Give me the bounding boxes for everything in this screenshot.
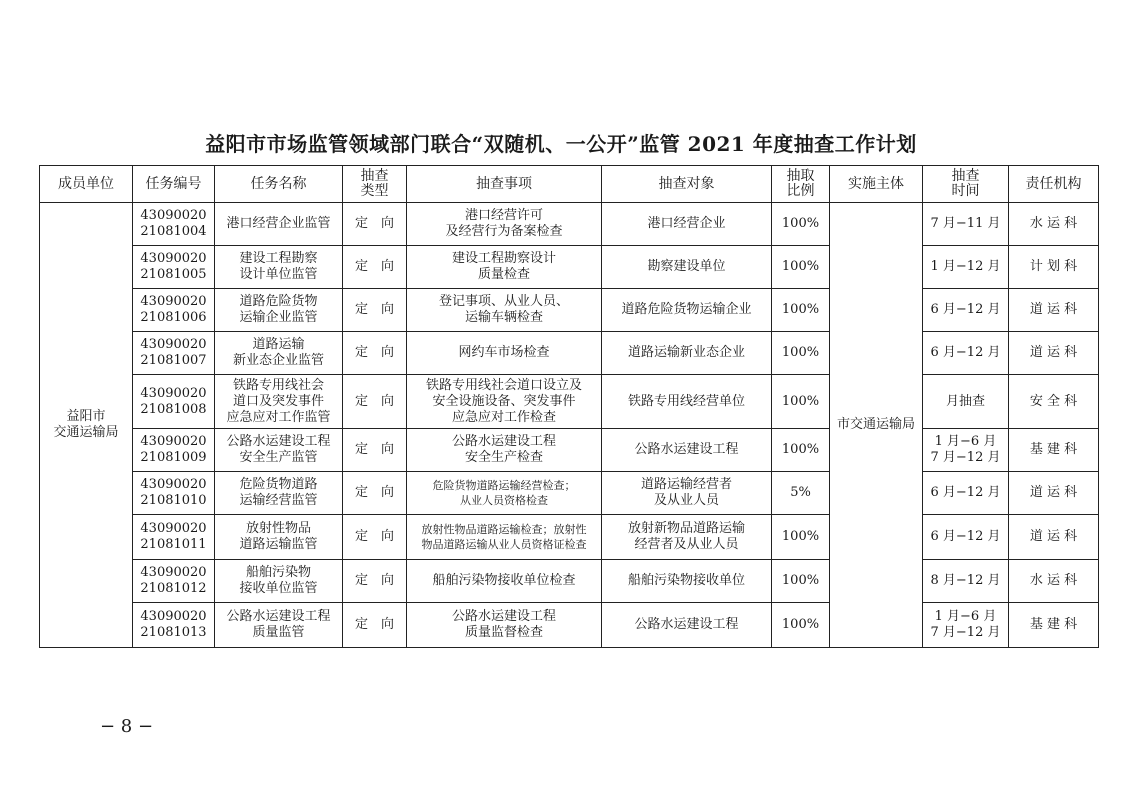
check-target-cell: 公路水运建设工程 (602, 603, 772, 648)
check-type-cell: 定 向 (343, 429, 407, 472)
responsible-cell: 道 运 科 (1009, 289, 1099, 332)
table-body (40, 203, 1099, 648)
responsible-cell: 基 建 科 (1009, 603, 1099, 648)
check-items-cell: 船舶污染物接收单位检查 (407, 560, 602, 603)
table-row (40, 332, 1099, 375)
responsible-cell: 基 建 科 (1009, 429, 1099, 472)
check-target-cell: 道路运输经营者 及从业人员 (602, 472, 772, 515)
time-cell: 1 月−6 月 7 月−12 月 (923, 429, 1009, 472)
task-name-cell: 危险货物道路 运输经营监管 (215, 472, 343, 515)
table-row (40, 603, 1099, 648)
task-id-cell: 43090020 21081007 (133, 332, 215, 375)
task-name-cell: 船舶污染物 接收单位监管 (215, 560, 343, 603)
time-cell: 6 月−12 月 (923, 515, 1009, 560)
header-check-items: 抽查事项 (407, 166, 602, 203)
ratio-cell: 100% (772, 375, 830, 429)
table-row (40, 203, 1099, 246)
responsible-cell: 水 运 科 (1009, 203, 1099, 246)
time-cell: 7 月−11 月 (923, 203, 1009, 246)
check-target-cell: 铁路专用线经营单位 (602, 375, 772, 429)
ratio-cell: 100% (772, 515, 830, 560)
check-target-cell: 道路危险货物运输企业 (602, 289, 772, 332)
task-id-cell: 43090020 21081004 (133, 203, 215, 246)
header-member-unit: 成员单位 (40, 166, 133, 203)
ratio-cell: 100% (772, 203, 830, 246)
task-id-cell: 43090020 21081011 (133, 515, 215, 560)
time-cell: 月抽查 (923, 375, 1009, 429)
check-target-cell: 放射新物品道路运输 经营者及从业人员 (602, 515, 772, 560)
header-task-id: 任务编号 (133, 166, 215, 203)
check-type-cell: 定 向 (343, 560, 407, 603)
task-name-cell: 公路水运建设工程 安全生产监管 (215, 429, 343, 472)
check-target-cell: 船舶污染物接收单位 (602, 560, 772, 603)
table-row (40, 472, 1099, 515)
table-row (40, 429, 1099, 472)
header-time: 抽查 时间 (923, 166, 1009, 203)
page-number: − 8 − (100, 716, 154, 737)
table-row (40, 560, 1099, 603)
task-name-cell: 道路危险货物 运输企业监管 (215, 289, 343, 332)
check-items-cell: 港口经营许可 及经营行为备案检查 (407, 203, 602, 246)
check-type-cell: 定 向 (343, 246, 407, 289)
ratio-cell: 100% (772, 560, 830, 603)
ratio-cell: 5% (772, 472, 830, 515)
responsible-cell: 安 全 科 (1009, 375, 1099, 429)
task-name-cell: 公路水运建设工程 质量监管 (215, 603, 343, 648)
task-id-cell: 43090020 21081005 (133, 246, 215, 289)
check-items-cell: 公路水运建设工程 安全生产检查 (407, 429, 602, 472)
check-items-cell: 公路水运建设工程 质量监督检查 (407, 603, 602, 648)
check-target-cell: 道路运输新业态企业 (602, 332, 772, 375)
task-name-cell: 铁路专用线社会 道口及突发事件 应急应对工作监管 (215, 375, 343, 429)
check-items-cell: 铁路专用线社会道口设立及 安全设施设备、突发事件 应急应对工作检查 (407, 375, 602, 429)
task-id-cell: 43090020 21081012 (133, 560, 215, 603)
time-cell: 8 月−12 月 (923, 560, 1009, 603)
check-type-cell: 定 向 (343, 515, 407, 560)
task-id-cell: 43090020 21081013 (133, 603, 215, 648)
time-cell: 6 月−12 月 (923, 472, 1009, 515)
check-type-cell: 定 向 (343, 203, 407, 246)
check-type-cell: 定 向 (343, 375, 407, 429)
check-items-cell: 登记事项、从业人员、 运输车辆检查 (407, 289, 602, 332)
header-ratio: 抽取 比例 (772, 166, 830, 203)
time-cell: 1 月−6 月 7 月−12 月 (923, 603, 1009, 648)
check-target-cell: 公路水运建设工程 (602, 429, 772, 472)
ratio-cell: 100% (772, 246, 830, 289)
task-name-cell: 港口经营企业监管 (215, 203, 343, 246)
header-check-type: 抽查 类型 (343, 166, 407, 203)
table-row (40, 289, 1099, 332)
member-unit-cell: 益阳市 交通运输局 (40, 203, 133, 648)
task-name-cell: 建设工程勘察 设计单位监管 (215, 246, 343, 289)
responsible-cell: 道 运 科 (1009, 332, 1099, 375)
table-header-row (40, 166, 1099, 203)
task-id-cell: 43090020 21081010 (133, 472, 215, 515)
time-cell: 1 月−12 月 (923, 246, 1009, 289)
responsible-cell: 道 运 科 (1009, 515, 1099, 560)
time-cell: 6 月−12 月 (923, 332, 1009, 375)
check-type-cell: 定 向 (343, 332, 407, 375)
responsible-cell: 计 划 科 (1009, 246, 1099, 289)
task-id-cell: 43090020 21081006 (133, 289, 215, 332)
check-items-cell: 放射性物品道路运输检查；放射性 物品道路运输从业人员资格证检查 (407, 515, 602, 560)
check-items-cell: 网约车市场检查 (407, 332, 602, 375)
header-check-target: 抽查对象 (602, 166, 772, 203)
header-executor: 实施主体 (830, 166, 923, 203)
check-items-cell: 危险货物道路运输经营检查； 从业人员资格检查 (407, 472, 602, 515)
check-type-cell: 定 向 (343, 289, 407, 332)
page-title: 益阳市市场监管领域部门联合“双随机、一公开”监管 2021 年度抽查工作计划 (205, 132, 917, 156)
ratio-cell: 100% (772, 289, 830, 332)
time-cell: 6 月−12 月 (923, 289, 1009, 332)
task-name-cell: 道路运输 新业态企业监管 (215, 332, 343, 375)
task-id-cell: 43090020 21081008 (133, 375, 215, 429)
check-type-cell: 定 向 (343, 603, 407, 648)
ratio-cell: 100% (772, 603, 830, 648)
check-target-cell: 港口经营企业 (602, 203, 772, 246)
task-name-cell: 放射性物品 道路运输监管 (215, 515, 343, 560)
check-items-cell: 建设工程勘察设计 质量检查 (407, 246, 602, 289)
responsible-cell: 水 运 科 (1009, 560, 1099, 603)
inspection-plan-table (39, 165, 1099, 648)
executor-cell: 市交通运输局 (830, 203, 923, 648)
check-target-cell: 勘察建设单位 (602, 246, 772, 289)
header-responsible: 责任机构 (1009, 166, 1099, 203)
ratio-cell: 100% (772, 332, 830, 375)
table-row (40, 375, 1099, 429)
check-type-cell: 定 向 (343, 472, 407, 515)
table-row (40, 246, 1099, 289)
task-id-cell: 43090020 21081009 (133, 429, 215, 472)
ratio-cell: 100% (772, 429, 830, 472)
table-row (40, 515, 1099, 560)
responsible-cell: 道 运 科 (1009, 472, 1099, 515)
header-task-name: 任务名称 (215, 166, 343, 203)
